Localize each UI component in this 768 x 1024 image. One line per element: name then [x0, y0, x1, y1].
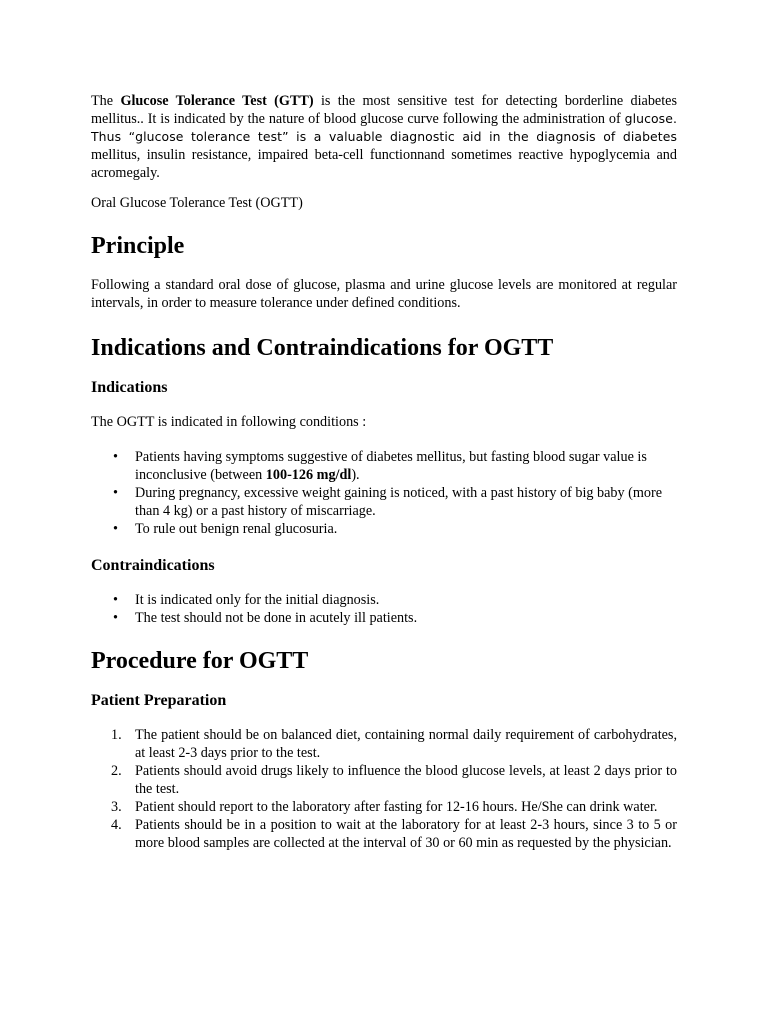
list-item: [91, 798, 677, 816]
item-number: 3.: [111, 799, 122, 815]
patient-preparation-heading: Patient Preparation: [91, 692, 227, 709]
intro-bold-term: Glucose Tolerance Test (GTT): [120, 93, 314, 109]
bullet-icon: •: [113, 485, 118, 501]
prep-item-3: Patient should report to the laboratory after fasting for 12-16 hours. He/She can drink water.: [135, 799, 658, 815]
contraindication-item-1: It is indicated only for the initial diagnosis.: [135, 592, 380, 608]
indication-item-1-after: ).: [351, 467, 360, 483]
bullet-icon: •: [113, 521, 118, 537]
list-item: [91, 520, 677, 538]
bullet-icon: •: [113, 449, 118, 465]
list-item: [91, 484, 677, 520]
intro-paragraph: [91, 92, 677, 182]
contraindications-list: [91, 591, 677, 627]
indication-item-1-bold: 100-126 mg/dl: [265, 467, 352, 483]
document-page: [91, 92, 677, 852]
indication-item-2: During pregnancy, excessive weight gaining is noticed, with a past history of big baby (more than 4 kg) or a past history of miscarriage.: [135, 485, 663, 519]
intro-text-before: The: [91, 93, 121, 109]
indications-contraindications-heading: Indications and Contraindications for OGTT: [91, 335, 554, 361]
prep-item-4: Patients should be in a position to wait at the laboratory for at least 2-3 hours, since 3 to 5 or more blood samples are collected at the interval of 30 or 60 min as requested by the physician.: [135, 817, 677, 851]
intro-text-run-sans: glucose. Thus “glucose tolerance test” is a valuable diagnostic aid in the diagnosis of diabetes: [91, 111, 677, 144]
item-number: 1.: [111, 727, 122, 743]
bullet-icon: •: [113, 610, 118, 626]
procedure-heading: Procedure for OGTT: [91, 648, 309, 674]
indications-list: [91, 448, 677, 538]
contraindication-item-2: The test should not be done in acutely ill patients.: [135, 610, 418, 626]
item-number: 4.: [111, 817, 122, 833]
indication-item-1-before: Patients having symptoms suggestive of diabetes mellitus, but fasting blood sugar value is inconclusive (between: [135, 449, 647, 483]
list-item: [91, 762, 677, 798]
indications-heading: Indications: [91, 379, 168, 396]
item-number: 2.: [111, 763, 122, 779]
indications-lead: The OGTT is indicated in following conditions :: [91, 414, 367, 430]
prep-item-1: The patient should be on balanced diet, containing normal daily requirement of carbohydrates, at least 2-3 days prior to the test.: [135, 727, 677, 761]
list-item: [91, 448, 677, 484]
list-item: [91, 609, 677, 627]
list-item: [91, 726, 677, 762]
indication-item-3: To rule out benign renal glucosuria.: [135, 521, 338, 537]
list-item: [91, 816, 677, 852]
intro-text-after-2: mellitus, insulin resistance, impaired beta-cell functionnand sometimes reactive hypoglycemia and acromegaly.: [91, 147, 677, 181]
intro-text-after-1: is the most sensitive test for detecting borderline diabetes mellitus.. It is indicated by the nature of blood glucose curve following the administration of: [91, 93, 677, 127]
principle-paragraph: Following a standard oral dose of glucose, plasma and urine glucose levels are monitored at regular intervals, in order to measure tolerance under defined conditions.: [91, 277, 677, 311]
ogtt-line: Oral Glucose Tolerance Test (OGTT): [91, 195, 303, 211]
contraindications-heading: Contraindications: [91, 557, 215, 574]
principle-heading: Principle: [91, 233, 185, 259]
prep-item-2: Patients should avoid drugs likely to influence the blood glucose levels, at least 2 days prior to the test.: [135, 763, 677, 797]
list-item: [91, 591, 677, 609]
bullet-icon: •: [113, 592, 118, 608]
patient-preparation-list: [91, 726, 677, 852]
